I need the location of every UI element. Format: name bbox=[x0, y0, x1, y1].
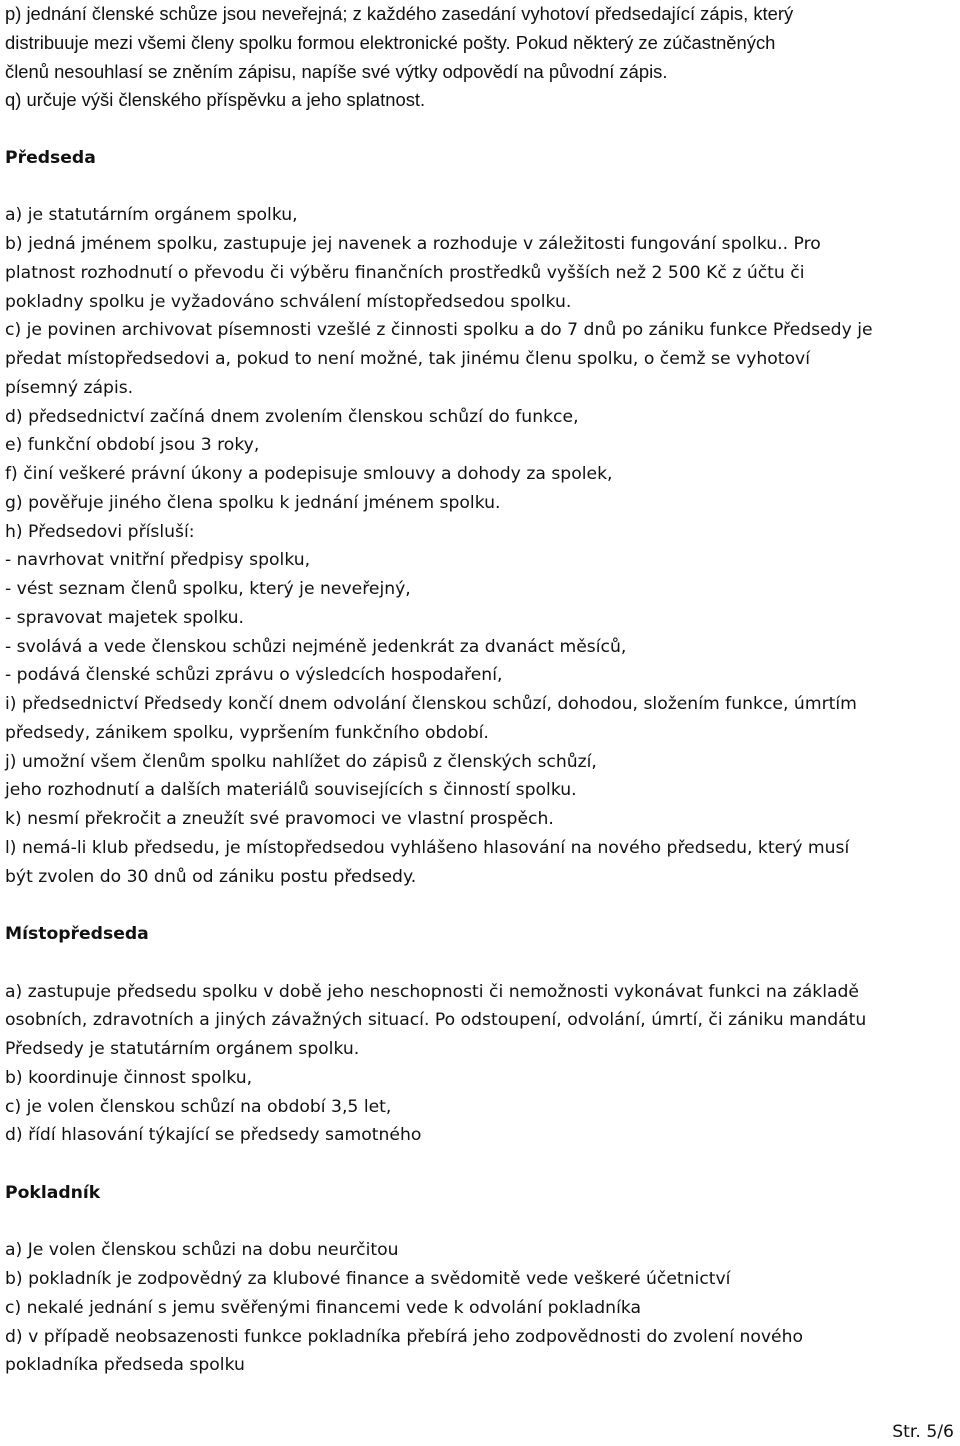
spacer bbox=[5, 1150, 955, 1179]
text-line: Předsedy je statutárním orgánem spolku. bbox=[5, 1039, 360, 1059]
section-heading-pokladnik: Pokladník bbox=[5, 1182, 101, 1203]
text-line: - svolává a vede členskou schůzi nejméně jedenkrát za dvanáct měsíců, bbox=[5, 636, 627, 657]
text-line: c) je volen členskou schůzí na období 3,5 let, bbox=[5, 1096, 392, 1117]
text-line: e) funkční období jsou 3 roky, bbox=[5, 435, 260, 456]
text-line: - navrhovat vnitřní předpisy spolku, bbox=[5, 550, 311, 571]
text-line: - podává členské schůzi zprávu o výsledcích hospodaření, bbox=[5, 665, 503, 686]
text-line: d) předsednictví začíná dnem zvolením členskou schůzí do funkce, bbox=[5, 406, 579, 427]
spacer bbox=[5, 891, 955, 920]
text-line: b) koordinuje činnost spolku, bbox=[5, 1067, 253, 1088]
text-line: b) jedná jménem spolku, zastupuje jej navenek a rozhoduje v záležitosti fungování spolku.. Pro bbox=[5, 234, 821, 254]
text-line: i) předsednictví Předsedy končí dnem odvolání členskou schůzí, dohodou, složením funkce, úmrtím bbox=[5, 694, 857, 714]
text-line: jeho rozhodnutí a dalších materiálů souvisejících s činností spolku. bbox=[5, 780, 577, 801]
text-line: h) Předsedovi přísluší: bbox=[5, 521, 195, 542]
text-line: pokladníka předseda spolku bbox=[5, 1355, 245, 1376]
intro-line: p) jednání členské schůze jsou neveřejná; z každého zasedání vyhotoví předsedající zápis, který bbox=[5, 3, 794, 24]
spacer bbox=[5, 949, 955, 978]
text-line: c) nekalé jednání s jemu svěřenými financemi vede k odvolání pokladníka bbox=[5, 1297, 642, 1318]
predseda-section bbox=[5, 144, 955, 892]
text-line: d) v případě neobsazenosti funkce pokladníka přebírá jeho zodpovědnosti do zvolení nového bbox=[5, 1326, 804, 1347]
text-line: platnost rozhodnutí o převodu či výběru finančních prostředků vyšších než 2 500 Kč z účtu či bbox=[5, 262, 805, 283]
text-line: - vést seznam členů spolku, který je neveřejný, bbox=[5, 579, 411, 599]
spacer bbox=[5, 115, 955, 144]
spacer bbox=[5, 1208, 955, 1237]
page-number: Str. 5/6 bbox=[892, 1422, 954, 1442]
text-line: c) je povinen archivovat písemnosti vzešlé z činnosti spolku a do 7 dnů po zániku funkce Předsedy je bbox=[5, 320, 873, 341]
text-line: g) pověřuje jiného člena spolku k jednání jménem spolku. bbox=[5, 492, 501, 513]
intro-section bbox=[5, 0, 955, 115]
text-line: předat místopředsedovi a, pokud to není možné, tak jinému členu spolku, o čemž se vyhotoví bbox=[5, 349, 810, 369]
text-line: k) nesmí překročit a zneužít své pravomoci ve vlastní prospěch. bbox=[5, 809, 554, 829]
spacer bbox=[5, 173, 955, 202]
text-line: l) nemá-li klub předsedu, je místopředsedou vyhlášeno hlasování na nového předsedu, který musí bbox=[5, 837, 850, 858]
text-line: a) Je volen členskou schůzi na dobu neurčitou bbox=[5, 1240, 399, 1261]
text-line: j) umožní všem členům spolku nahlížet do zápisů z členských schůzí, bbox=[5, 751, 597, 772]
section-heading-predseda: Předseda bbox=[5, 147, 96, 168]
intro-line: q) určuje výši členského příspěvku a jeho splatnost. bbox=[5, 89, 426, 111]
pokladnik-section bbox=[5, 1179, 955, 1380]
text-line: d) řídí hlasování týkající se předsedy samotného bbox=[5, 1125, 422, 1146]
document-page bbox=[5, 0, 955, 1380]
text-line: f) činí veškeré právní úkony a podepisuje smlouvy a dohody za spolek, bbox=[5, 464, 613, 484]
text-line: předsedy, zánikem spolku, vypršením funkčního období. bbox=[5, 722, 489, 743]
text-line: pokladny spolku je vyžadováno schválení místopředsedou spolku. bbox=[5, 291, 572, 312]
text-line: být zvolen do 30 dnů od zániku postu předsedy. bbox=[5, 866, 417, 887]
text-line: osobních, zdravotních a jiných závažných situací. Po odstoupení, odvolání, úmrtí, či zániku mandátu bbox=[5, 1010, 867, 1031]
text-line: písemný zápis. bbox=[5, 377, 134, 398]
section-heading-mistopredseda: Místopředseda bbox=[5, 924, 149, 944]
intro-line: členů nesouhlasí se zněním zápisu, napíše své výtky odpovědí na původní zápis. bbox=[5, 60, 668, 82]
text-line: a) je statutárním orgánem spolku, bbox=[5, 205, 298, 226]
text-line: b) pokladník je zodpovědný za klubové finance a svědomitě vede veškeré účetnictví bbox=[5, 1269, 731, 1289]
intro-line: distribuuje mezi všemi členy spolku formou elektronické pošty. Pokud některý ze zúčastněných bbox=[5, 31, 776, 53]
text-line: a) zastupuje předsedu spolku v době jeho neschopnosti či nemožnosti vykonávat funkci na základě bbox=[5, 981, 860, 1002]
text-line: - spravovat majetek spolku. bbox=[5, 607, 245, 628]
mistopredseda-section bbox=[5, 920, 955, 1150]
